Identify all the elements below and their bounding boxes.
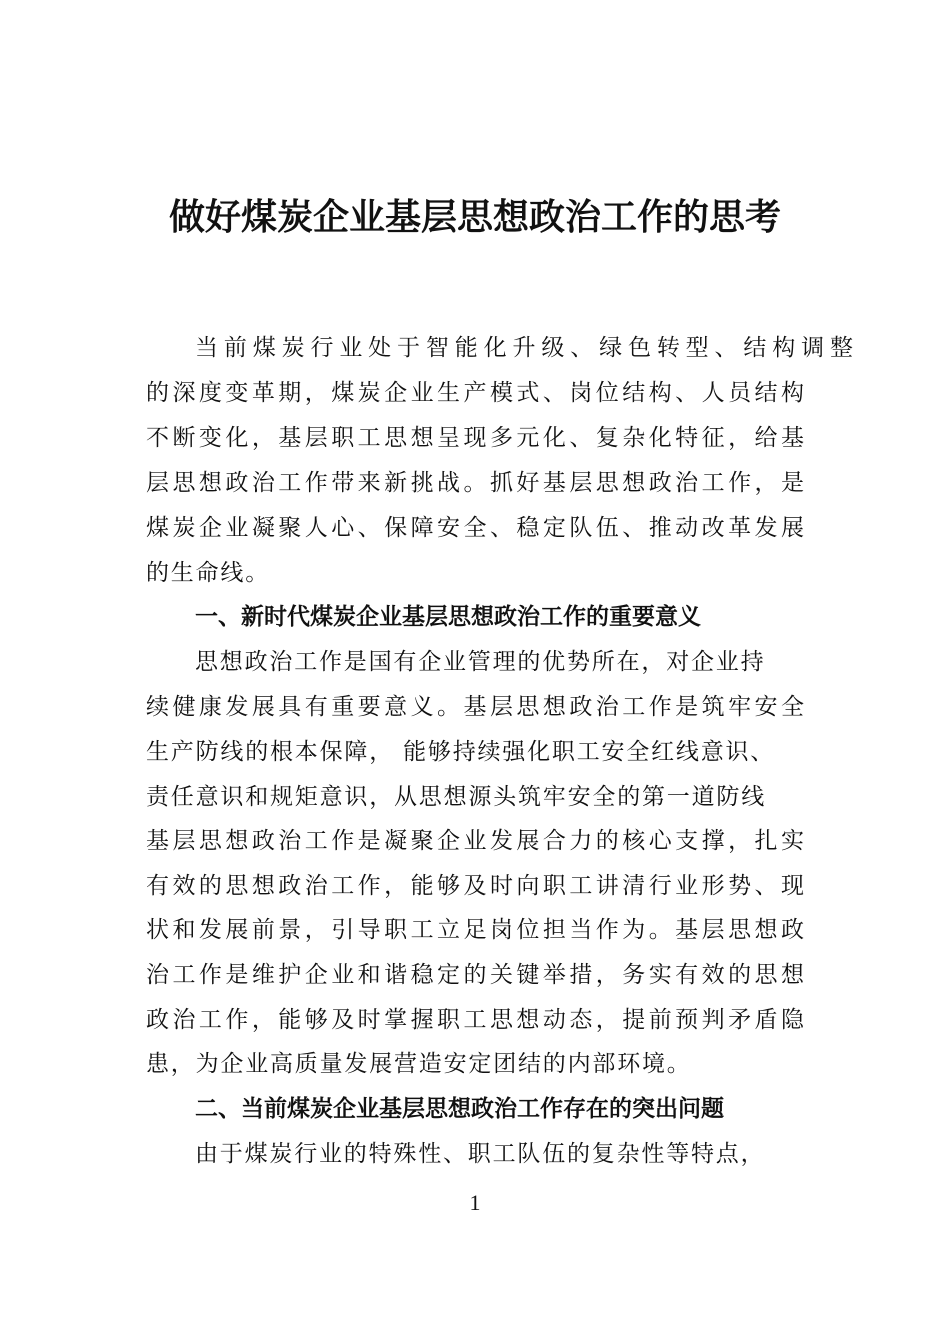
section-1-line-4: 责任意识和规矩意识，从思想源头筑牢安全的第一道防线	[146, 784, 766, 810]
intro-line-4: 层思想政治工作带来新挑战。抓好基层思想政治工作，是	[146, 470, 804, 496]
section-1-heading: 一、新时代煤炭企业基层思想政治工作的重要意义	[195, 604, 701, 630]
intro-line-6: 的生命线。	[146, 560, 270, 586]
section-1-line-6: 有效的思想政治工作，能够及时向职工讲清行业形势、现	[146, 873, 804, 899]
intro-line-3: 不断变化，基层职工思想呈现多元化、复杂化特征，给基	[146, 425, 804, 451]
page-number: 1	[469, 1190, 481, 1215]
section-1-line-5: 基层思想政治工作是凝聚企业发展合力的核心支撑，扎实	[146, 828, 804, 854]
section-1-line-9: 政治工作，能够及时掌握职工思想动态，提前预判矛盾隐	[146, 1007, 804, 1033]
intro-line-1: 当前煤炭行业处于智能化升级、绿色转型、结构调整	[195, 335, 853, 361]
section-1-line-10: 患，为企业高质量发展营造安定团结的内部环境。	[146, 1051, 692, 1077]
intro-line-2: 的深度变革期，煤炭企业生产模式、岗位结构、人员结构	[146, 380, 804, 406]
section-1-line-1: 思想政治工作是国有企业管理的优势所在，对企业持	[195, 649, 766, 675]
section-2-heading: 二、当前煤炭企业基层思想政治工作存在的突出问题	[195, 1096, 724, 1122]
section-1-line-7: 状和发展前景，引导职工立足岗位担当作为。基层思想政	[146, 917, 804, 943]
section-1-line-2: 续健康发展具有重要意义。基层思想政治工作是筑牢安全	[146, 694, 804, 720]
intro-line-5: 煤炭企业凝聚人心、保障安全、稳定队伍、推动改革发展	[146, 515, 804, 541]
section-1-line-3: 生产防线的根本保障， 能够持续强化职工安全红线意识、	[146, 739, 776, 765]
section-1-line-8: 治工作是维护企业和谐稳定的关键举措，务实有效的思想	[146, 962, 804, 988]
document-title: 做好煤炭企业基层思想政治工作的思考	[168, 196, 781, 238]
section-2-line-1: 由于煤炭行业的特殊性、职工队伍的复杂性等特点，	[195, 1141, 766, 1167]
